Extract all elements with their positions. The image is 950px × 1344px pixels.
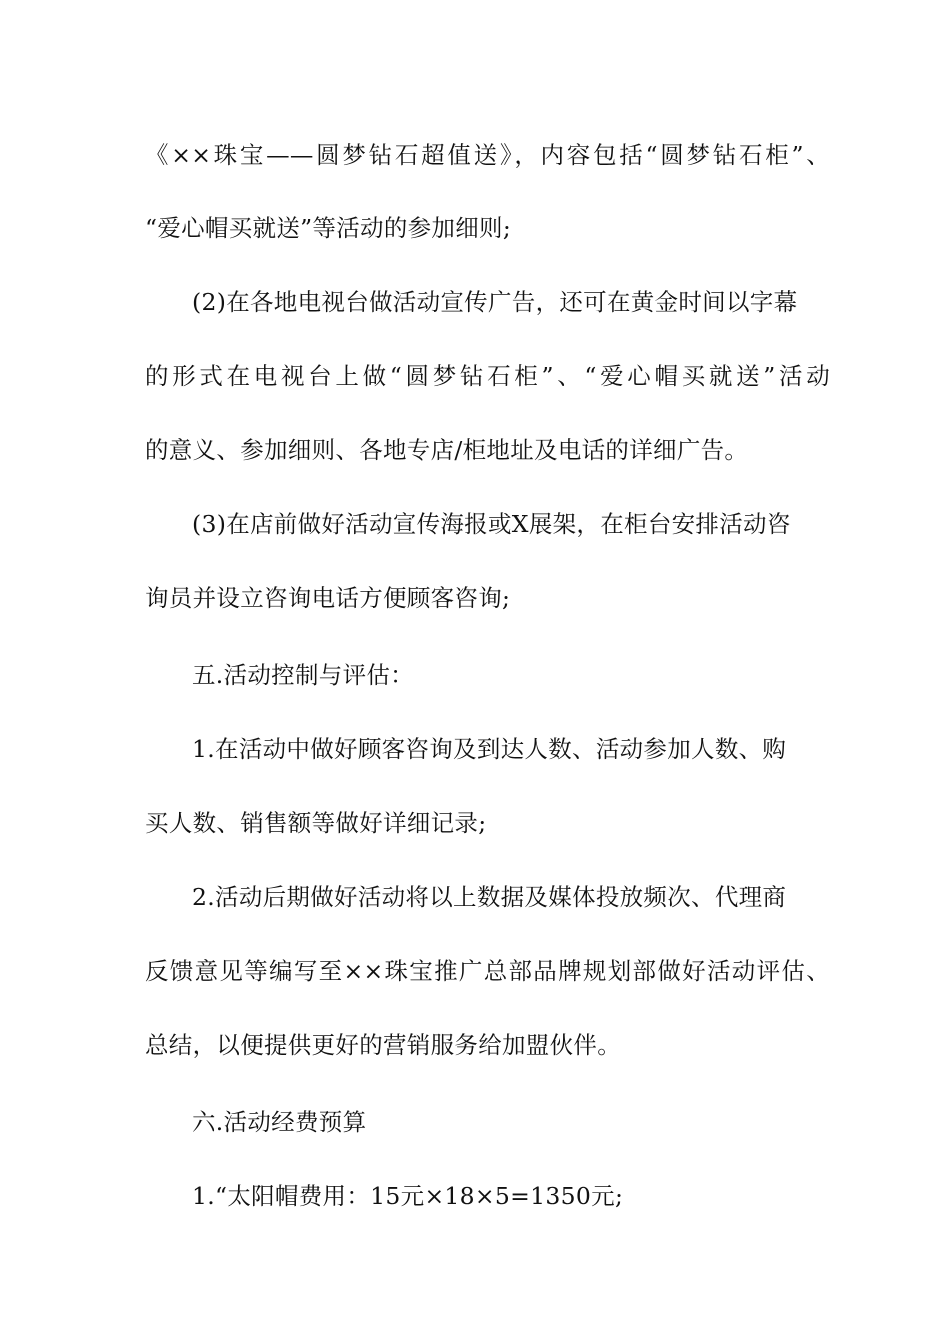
paragraph-line: (3)在店前做好活动宣传海报或X展架，在柜台安排活动咨: [192, 510, 791, 538]
section-heading: 五.活动控制与评估：: [192, 661, 414, 689]
paragraph-line: 1.“太阳帽费用：15元×18×5=1350元;: [192, 1182, 624, 1210]
paragraph-line: 2.活动后期做好活动将以上数据及媒体投放频次、代理商: [192, 883, 787, 911]
paragraph-line: 1.在活动中做好顾客咨询及到达人数、活动参加人数、购: [192, 735, 787, 763]
section-heading: 六.活动经费预算: [192, 1108, 367, 1136]
paragraph-line: 询员并设立咨询电话方便顾客咨询;: [145, 584, 511, 612]
paragraph-line: 总结，以便提供更好的营销服务给加盟伙伴。: [145, 1031, 621, 1059]
paragraph-line: (2)在各地电视台做活动宣传广告，还可在黄金时间以字幕: [192, 288, 798, 316]
paragraph-line: 《××珠宝——圆梦钻石超值送》，内容包括“圆梦钻石柜”、: [145, 141, 830, 169]
paragraph-line: “爱心帽买就送”等活动的参加细则;: [145, 214, 512, 242]
paragraph-line: 反馈意见等编写至××珠宝推广总部品牌规划部做好活动评估、: [145, 957, 830, 985]
paragraph-line: 买人数、销售额等做好详细记录;: [145, 809, 487, 837]
paragraph-line: 的形式在电视台上做“圆梦钻石柜”、“爱心帽买就送”活动: [145, 362, 830, 390]
paragraph-line: 的意义、参加细则、各地专店/柜地址及电话的详细广告。: [145, 436, 749, 464]
